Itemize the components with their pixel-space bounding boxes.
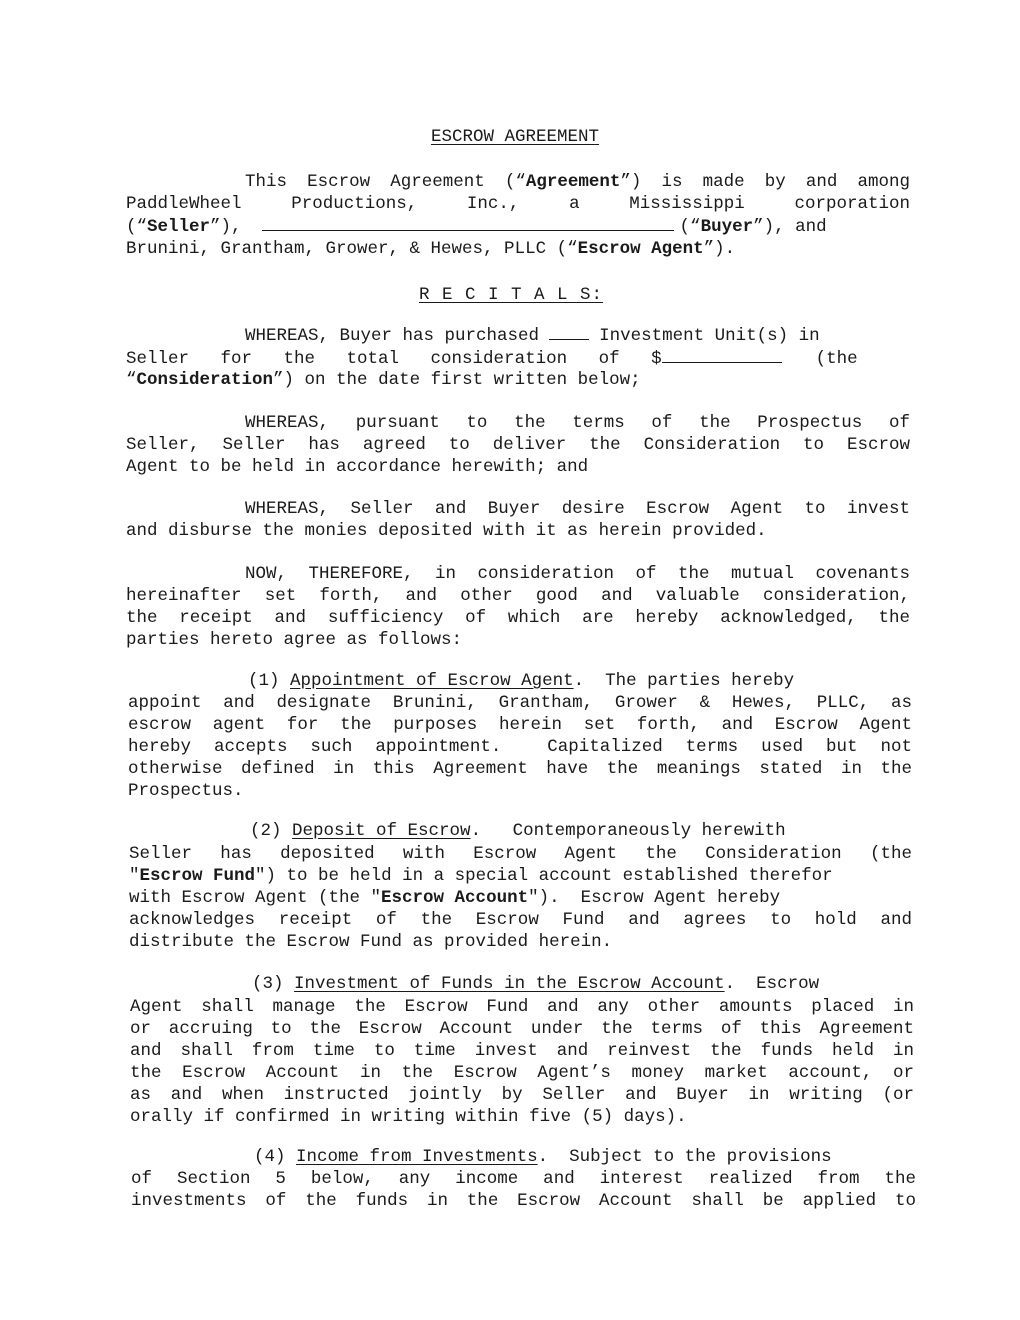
section-2-line-4: with Escrow Agent (the "Escrow Account"). Escrow Agent hereby bbox=[129, 888, 781, 908]
section-3-line-5: the Escrow Account in the Escrow Agent’s money market account, or bbox=[130, 1063, 914, 1083]
buyer-name-blank bbox=[262, 215, 674, 231]
document-title: ESCROW AGREEMENT bbox=[430, 127, 600, 147]
section-3-line-3: or accruing to the Escrow Account under the terms of this Agreement bbox=[130, 1019, 914, 1039]
section-3-line-7: orally if confirmed in writing within five (5) days). bbox=[130, 1107, 687, 1127]
section-2-line-1: (2) Deposit of Escrow. Contemporaneously herewith bbox=[250, 821, 786, 841]
section-1-number: (1) bbox=[248, 671, 280, 691]
section-3-line-4: and shall from time to time invest and reinvest the funds held in bbox=[130, 1041, 914, 1061]
section-1-line-6: Prospectus. bbox=[128, 781, 244, 801]
now-therefore-line-2: hereinafter set forth, and other good and valuable consideration, bbox=[126, 586, 910, 606]
section-3-line-1: (3) Investment of Funds in the Escrow Account. Escrow bbox=[252, 974, 820, 994]
section-3-number: (3) bbox=[252, 974, 284, 994]
section-2-number: (2) bbox=[250, 821, 282, 841]
intro-line-3: (“Seller”), (“Buyer”), and bbox=[126, 217, 827, 237]
now-therefore-line-4: parties hereto agree as follows: bbox=[126, 630, 463, 650]
intro-line-2: PaddleWheel Productions, Inc., a Mississippi corporation bbox=[126, 194, 910, 214]
section-1-heading: Appointment of Escrow Agent bbox=[290, 671, 574, 691]
section-1-line-5: otherwise defined in this Agreement have the meanings stated in the bbox=[128, 759, 912, 779]
unit-count-blank bbox=[549, 324, 589, 340]
recital-3-line-1: WHEREAS, Seller and Buyer desire Escrow Agent to invest bbox=[245, 499, 910, 519]
recital-2-line-3: Agent to be held in accordance herewith; and bbox=[126, 457, 589, 477]
section-1-line-4: hereby accepts such appointment. Capitalized terms used but not bbox=[128, 737, 912, 757]
section-4-line-3: investments of the funds in the Escrow Account shall be applied to bbox=[131, 1191, 916, 1211]
section-2-line-2: Seller has deposited with Escrow Agent the Consideration (the bbox=[129, 844, 912, 864]
consideration-amount-blank bbox=[662, 347, 782, 363]
section-2-line-6: distribute the Escrow Fund as provided herein. bbox=[129, 932, 613, 952]
section-4-line-1: (4) Income from Investments. Subject to the provisions bbox=[254, 1147, 832, 1167]
section-4-heading: Income from Investments bbox=[296, 1147, 538, 1167]
recital-1-line-3: “Consideration”) on the date first written below; bbox=[126, 370, 641, 390]
section-3-line-6: as and when instructed jointly by Seller and Buyer in writing (or bbox=[130, 1085, 914, 1105]
now-therefore-line-3: the receipt and sufficiency of which are hereby acknowledged, the bbox=[126, 608, 910, 628]
section-2-line-3: "Escrow Fund") to be held in a special account established therefor bbox=[129, 866, 833, 886]
recital-1-line-1: WHEREAS, Buyer has purchased Investment Unit(s) in bbox=[245, 326, 820, 346]
section-1-line-2: appoint and designate Brunini, Grantham, Grower & Hewes, PLLC, as bbox=[128, 693, 912, 713]
recital-2-line-2: Seller, Seller has agreed to deliver the Consideration to Escrow bbox=[126, 435, 910, 455]
section-3-heading: Investment of Funds in the Escrow Account bbox=[294, 974, 725, 994]
recitals-heading: R E C I T A L S: bbox=[419, 285, 604, 305]
recital-2-line-1: WHEREAS, pursuant to the terms of the Prospectus of bbox=[245, 413, 910, 433]
section-2-heading: Deposit of Escrow bbox=[292, 821, 471, 841]
section-1-line-1: (1) Appointment of Escrow Agent. The parties hereby bbox=[248, 671, 795, 691]
section-4-line-2: of Section 5 below, any income and interest realized from the bbox=[131, 1169, 916, 1189]
recital-1-line-2: Seller for the total consideration of $ (the bbox=[126, 349, 858, 369]
section-1-line-3: escrow agent for the purposes herein set forth, and Escrow Agent bbox=[128, 715, 912, 735]
recital-3-line-2: and disburse the monies deposited with it as herein provided. bbox=[126, 521, 767, 541]
now-therefore-line-1: NOW, THEREFORE, in consideration of the mutual covenants bbox=[245, 564, 910, 584]
section-2-line-5: acknowledges receipt of the Escrow Fund and agrees to hold and bbox=[129, 910, 912, 930]
intro-line-4: Brunini, Grantham, Grower, & Hewes, PLLC (“Escrow Agent”). bbox=[126, 239, 736, 259]
section-4-number: (4) bbox=[254, 1147, 286, 1167]
intro-line-1: This Escrow Agreement (“Agreement”) is made by and among bbox=[245, 172, 910, 192]
section-3-line-2: Agent shall manage the Escrow Fund and any other amounts placed in bbox=[130, 997, 914, 1017]
